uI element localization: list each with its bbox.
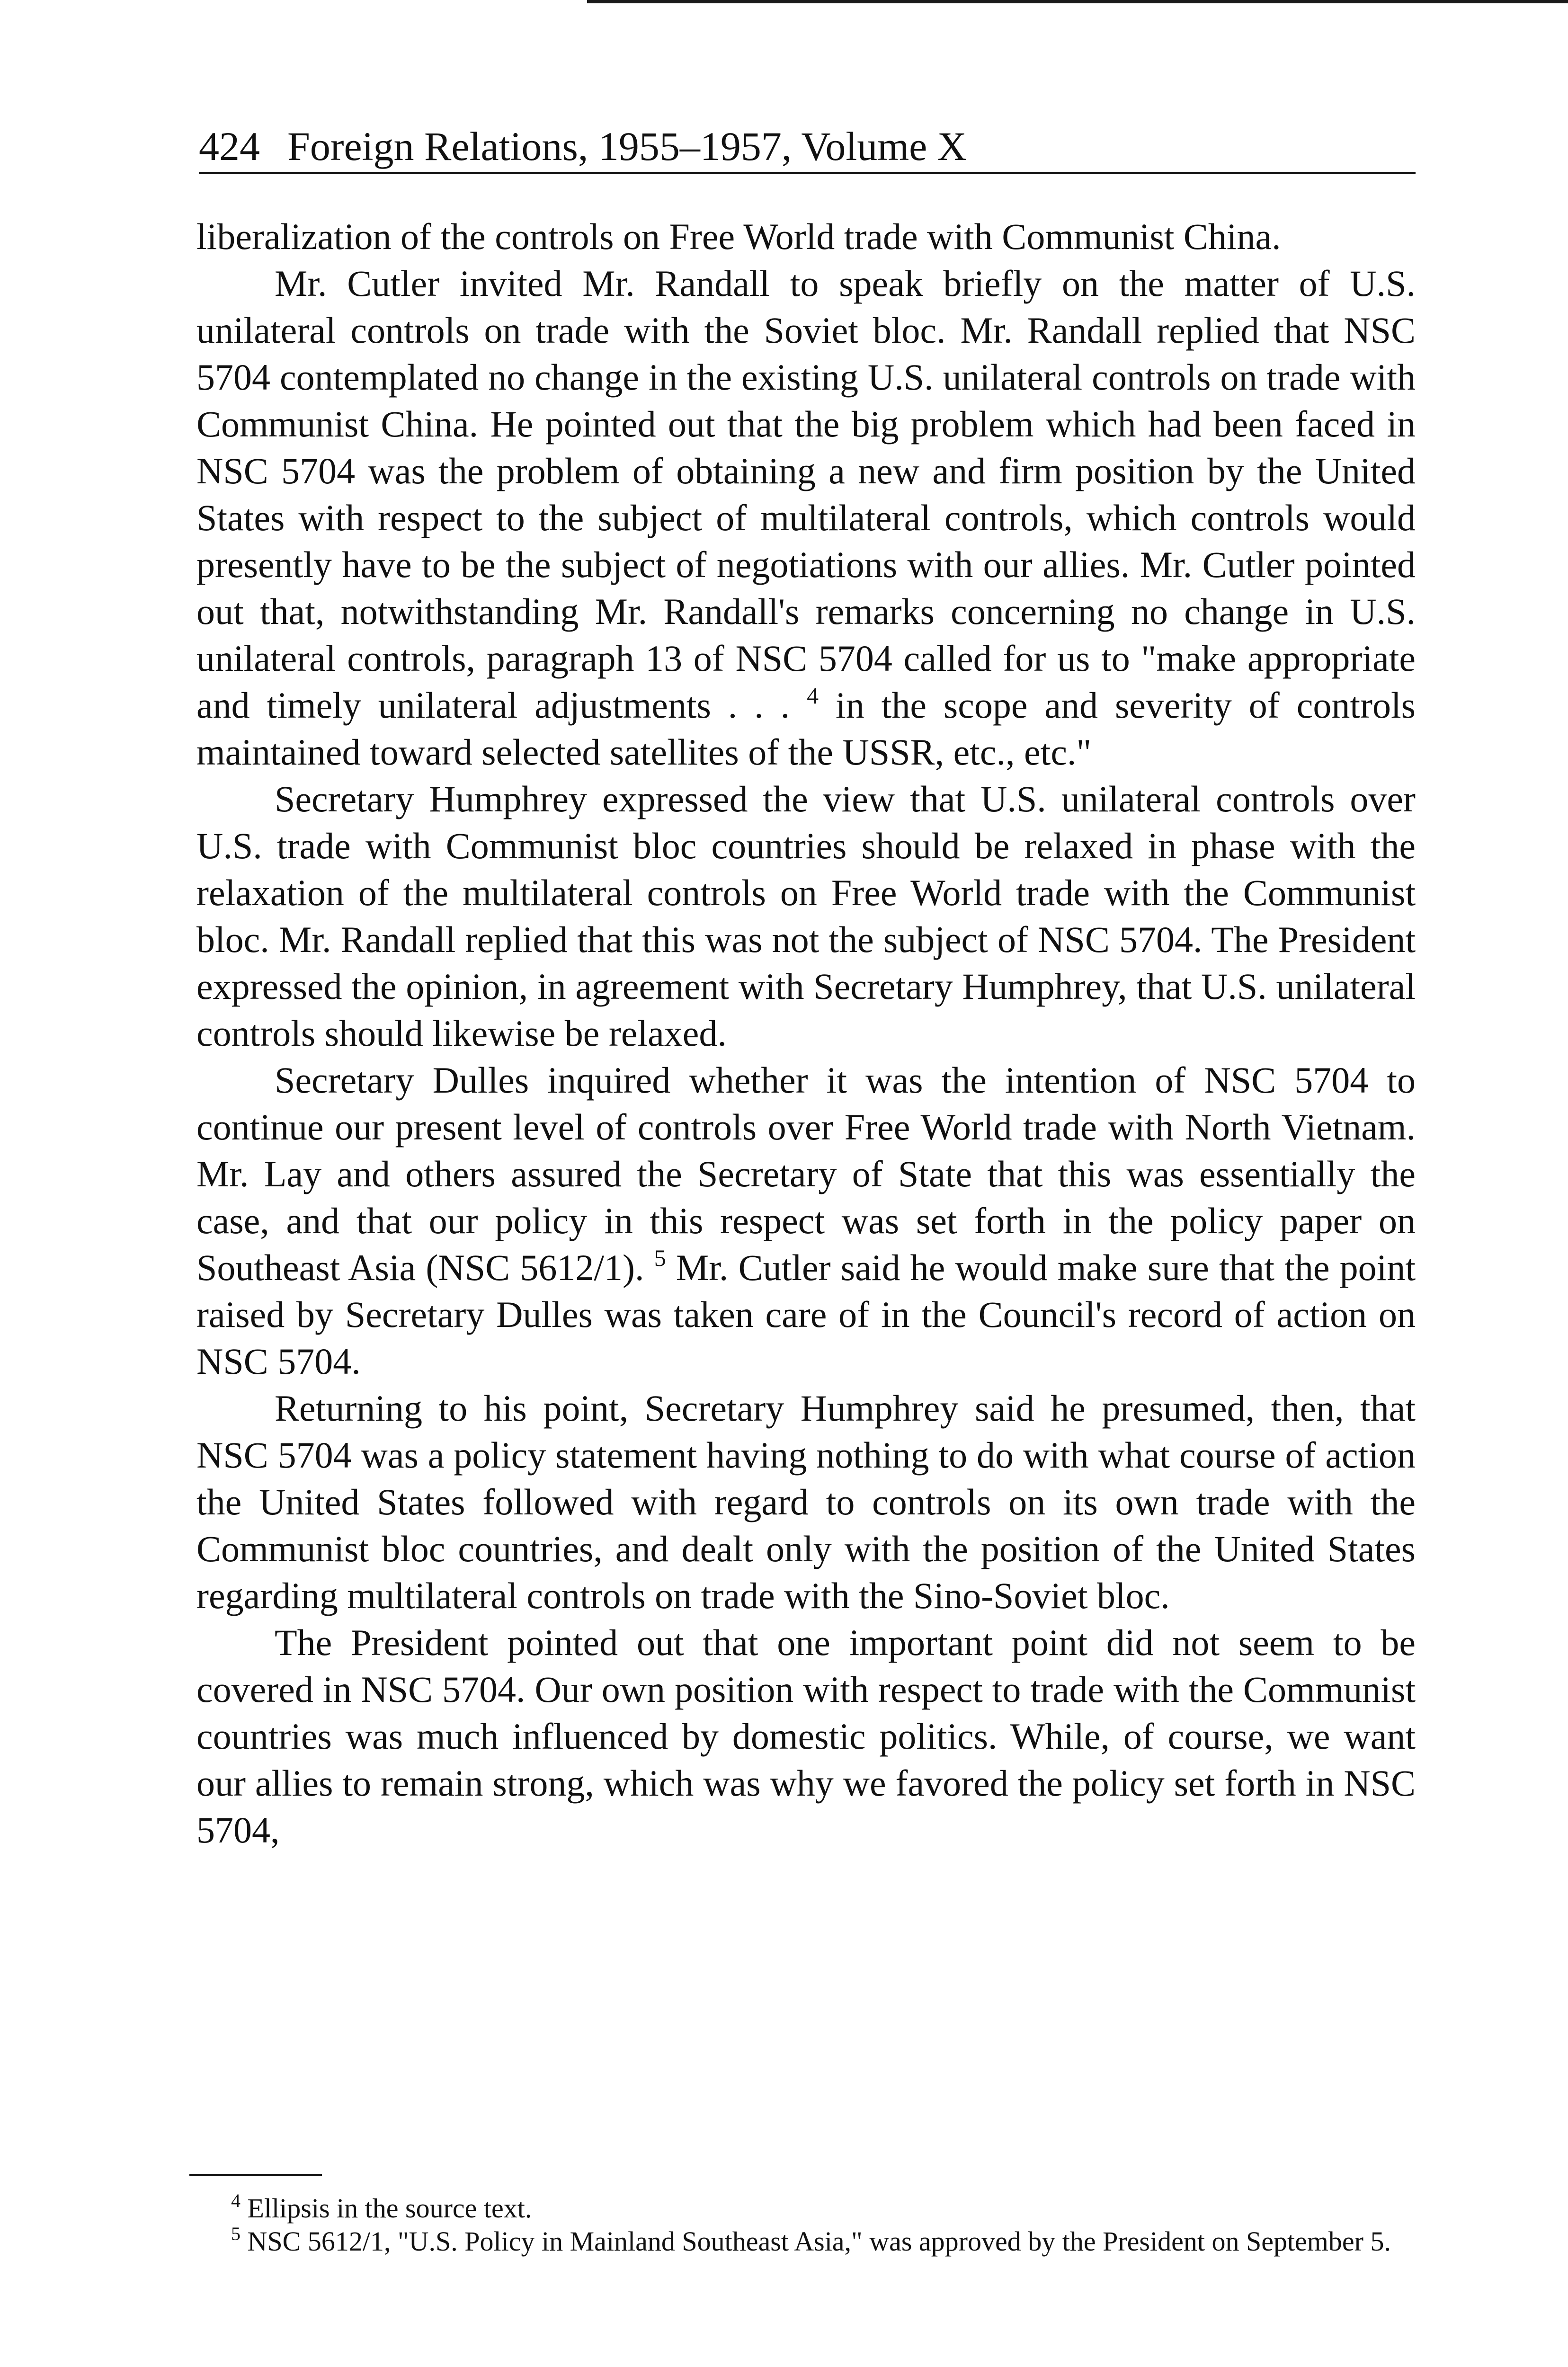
footnote-text: NSC 5612/1, "U.S. Policy in Mainland Southeast Asia," was approved by the President on September 5. xyxy=(247,2226,1391,2257)
page-number: 424 xyxy=(199,124,260,169)
paragraph: Mr. Cutler invited Mr. Randall to speak briefly on the matter of U.S. unilateral controls on trade with the Soviet bloc. Mr. Randall replied that NSC 5704 contemplated no change in the existing U.S. unilateral controls on trade with Communist China. He pointed out that the big problem which had been faced in NSC 5704 was the problem of obtaining a new and firm position by the United States with respect to the subject of multilateral controls, which controls would presently have to be the subject of negotiations with our allies. Mr. Cutler pointed out that, notwithstanding Mr. Randall's remarks concerning no change in U.S. unilateral controls, paragraph 13 of NSC 5704 called for us to "make appropriate and timely unilateral adjustments . . . $^4$ in the scope and severity of controls maintained toward selected satellites of the USSR, etc., etc." xyxy=(196,263,1416,773)
footnote-text: Ellipsis in the source text. xyxy=(247,2193,532,2224)
footnote-4 xyxy=(188,2192,1410,2225)
paragraph-continued: liberalization of the controls on Free World trade with Communist China. xyxy=(196,216,1281,257)
paragraph: Secretary Humphrey expressed the view that U.S. unilateral controls over U.S. trade with Communist bloc countries should be relaxed in phase with the relaxation of the multilateral controls on Free World trade with the Communist bloc. Mr. Randall replied that this was not the subject of NSC 5704. The President expressed the opinion, in agreement with Secretary Humphrey, that U.S. unilateral controls should likewise be relaxed. xyxy=(196,778,1416,1054)
footnote-ref-4[interactable]: 4 xyxy=(807,682,819,709)
footnote-divider xyxy=(189,2174,322,2176)
paragraph: Secretary Dulles inquired whether it was the intention of NSC 5704 to continue our present level of controls over Free World trade with North Vietnam. Mr. Lay and others assured the Secretary of State that this was essentially the case, and that our policy in this respect was set forth in the policy paper on Southeast Asia (NSC 5612/1). $^5$ Mr. Cutler said he would make sure that the point raised by Secretary Dulles was taken care of in the Council's record of action on NSC 5704. xyxy=(196,1059,1416,1382)
footnote-number: 4 xyxy=(231,2190,241,2211)
footnotes xyxy=(188,2192,1410,2258)
top-edge-rule xyxy=(587,0,1568,3)
footnote-ref-5[interactable]: 5 xyxy=(654,1245,666,1271)
running-header xyxy=(199,118,1416,174)
paragraph: Returning to his point, Secretary Humphrey said he presumed, then, that NSC 5704 was a policy statement having nothing to do with what course of action the United States followed with regard to controls on its own trade with the Communist bloc countries, and dealt only with the position of the United States regarding multilateral controls on trade with the Sino-Soviet bloc. xyxy=(196,1388,1416,1616)
paragraph: The President pointed out that one important point did not seem to be covered in NSC 5704. Our own position with respect to trade with the Communist countries was much influenced by domestic politics. While, of course, we want our allies to remain strong, which was why we favored the policy set forth in NSC 5704, xyxy=(196,1622,1416,1851)
footnote-5 xyxy=(188,2225,1410,2258)
footnote-number: 5 xyxy=(231,2223,241,2244)
body-text xyxy=(196,213,1416,1853)
running-title: Foreign Relations, 1955–1957, Volume X xyxy=(287,124,967,169)
